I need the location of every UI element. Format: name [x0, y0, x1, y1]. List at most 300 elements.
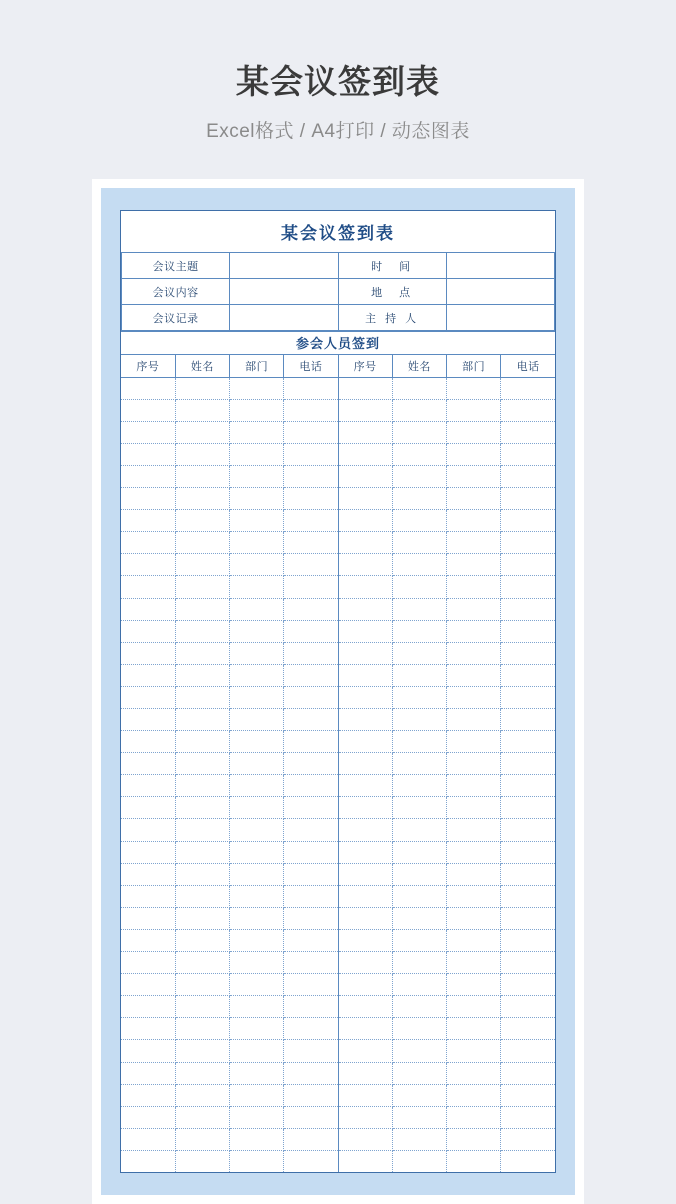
- signin-cell[interactable]: [230, 399, 284, 421]
- signin-cell[interactable]: [175, 753, 229, 775]
- signin-cell[interactable]: [501, 1040, 555, 1062]
- signin-cell[interactable]: [392, 510, 446, 532]
- signin-cell[interactable]: [338, 377, 392, 399]
- signin-cell[interactable]: [392, 819, 446, 841]
- signin-cell[interactable]: [175, 929, 229, 951]
- signin-cell[interactable]: [284, 399, 338, 421]
- signin-cell[interactable]: [175, 1062, 229, 1084]
- signin-cell[interactable]: [338, 642, 392, 664]
- signin-cell[interactable]: [121, 421, 175, 443]
- signin-cell[interactable]: [121, 974, 175, 996]
- signin-cell[interactable]: [284, 974, 338, 996]
- signin-cell[interactable]: [501, 532, 555, 554]
- signin-cell[interactable]: [447, 1018, 501, 1040]
- signin-cell[interactable]: [175, 465, 229, 487]
- signin-cell[interactable]: [175, 1106, 229, 1128]
- signin-cell[interactable]: [447, 952, 501, 974]
- signin-cell[interactable]: [501, 885, 555, 907]
- signin-cell[interactable]: [284, 1150, 338, 1172]
- signin-cell[interactable]: [121, 996, 175, 1018]
- signin-cell[interactable]: [501, 863, 555, 885]
- signin-cell[interactable]: [338, 465, 392, 487]
- signin-cell[interactable]: [284, 731, 338, 753]
- signin-cell[interactable]: [501, 974, 555, 996]
- signin-cell[interactable]: [447, 664, 501, 686]
- signin-cell[interactable]: [392, 863, 446, 885]
- signin-cell[interactable]: [284, 421, 338, 443]
- signin-cell[interactable]: [338, 863, 392, 885]
- signin-cell[interactable]: [230, 929, 284, 951]
- signin-cell[interactable]: [284, 907, 338, 929]
- signin-cell[interactable]: [392, 1062, 446, 1084]
- meeting-topic-value[interactable]: [230, 253, 338, 279]
- signin-cell[interactable]: [501, 443, 555, 465]
- signin-cell[interactable]: [338, 929, 392, 951]
- signin-cell[interactable]: [392, 929, 446, 951]
- signin-cell[interactable]: [392, 377, 446, 399]
- signin-cell[interactable]: [121, 377, 175, 399]
- signin-cell[interactable]: [392, 686, 446, 708]
- signin-cell[interactable]: [501, 1084, 555, 1106]
- signin-cell[interactable]: [338, 620, 392, 642]
- signin-cell[interactable]: [175, 576, 229, 598]
- signin-cell[interactable]: [447, 1062, 501, 1084]
- signin-cell[interactable]: [175, 664, 229, 686]
- signin-cell[interactable]: [175, 974, 229, 996]
- signin-cell[interactable]: [284, 488, 338, 510]
- signin-cell[interactable]: [121, 620, 175, 642]
- signin-cell[interactable]: [175, 510, 229, 532]
- signin-cell[interactable]: [175, 797, 229, 819]
- signin-cell[interactable]: [447, 598, 501, 620]
- signin-cell[interactable]: [121, 443, 175, 465]
- signin-cell[interactable]: [284, 952, 338, 974]
- signin-cell[interactable]: [501, 421, 555, 443]
- signin-cell[interactable]: [284, 819, 338, 841]
- signin-cell[interactable]: [447, 1106, 501, 1128]
- signin-cell[interactable]: [392, 974, 446, 996]
- signin-cell[interactable]: [121, 686, 175, 708]
- signin-cell[interactable]: [175, 709, 229, 731]
- signin-cell[interactable]: [175, 1128, 229, 1150]
- signin-cell[interactable]: [501, 465, 555, 487]
- signin-cell[interactable]: [501, 952, 555, 974]
- signin-cell[interactable]: [121, 532, 175, 554]
- signin-cell[interactable]: [175, 1040, 229, 1062]
- signin-cell[interactable]: [392, 907, 446, 929]
- signin-cell[interactable]: [392, 1040, 446, 1062]
- meeting-time-value[interactable]: [446, 253, 554, 279]
- signin-cell[interactable]: [121, 709, 175, 731]
- signin-cell[interactable]: [230, 598, 284, 620]
- signin-cell[interactable]: [447, 863, 501, 885]
- signin-cell[interactable]: [284, 753, 338, 775]
- signin-cell[interactable]: [284, 709, 338, 731]
- signin-cell[interactable]: [392, 664, 446, 686]
- signin-cell[interactable]: [230, 863, 284, 885]
- signin-cell[interactable]: [392, 709, 446, 731]
- signin-cell[interactable]: [284, 775, 338, 797]
- signin-cell[interactable]: [392, 642, 446, 664]
- signin-cell[interactable]: [175, 996, 229, 1018]
- signin-cell[interactable]: [338, 598, 392, 620]
- signin-cell[interactable]: [230, 1018, 284, 1040]
- signin-cell[interactable]: [121, 1150, 175, 1172]
- signin-cell[interactable]: [230, 841, 284, 863]
- signin-cell[interactable]: [447, 377, 501, 399]
- signin-cell[interactable]: [284, 797, 338, 819]
- signin-cell[interactable]: [175, 421, 229, 443]
- table-row: [121, 974, 555, 996]
- signin-cell[interactable]: [230, 753, 284, 775]
- signin-cell[interactable]: [501, 907, 555, 929]
- signin-cell[interactable]: [447, 421, 501, 443]
- signin-cell[interactable]: [121, 885, 175, 907]
- signin-cell[interactable]: [447, 576, 501, 598]
- signin-cell[interactable]: [121, 929, 175, 951]
- signin-cell[interactable]: [392, 775, 446, 797]
- signin-cell[interactable]: [284, 841, 338, 863]
- signin-cell[interactable]: [392, 465, 446, 487]
- signin-cell[interactable]: [175, 554, 229, 576]
- signin-cell[interactable]: [284, 510, 338, 532]
- signin-cell[interactable]: [447, 996, 501, 1018]
- signin-cell[interactable]: [230, 1150, 284, 1172]
- signin-cell[interactable]: [447, 929, 501, 951]
- signin-cell[interactable]: [447, 686, 501, 708]
- signin-cell[interactable]: [501, 841, 555, 863]
- signin-cell[interactable]: [121, 863, 175, 885]
- signin-cell[interactable]: [284, 1084, 338, 1106]
- signin-cell[interactable]: [175, 952, 229, 974]
- signin-cell[interactable]: [284, 996, 338, 1018]
- signin-cell[interactable]: [284, 598, 338, 620]
- signin-cell[interactable]: [447, 1040, 501, 1062]
- signin-cell[interactable]: [447, 775, 501, 797]
- signin-cell[interactable]: [338, 996, 392, 1018]
- signin-cell[interactable]: [447, 642, 501, 664]
- table-row: [121, 642, 555, 664]
- signin-cell[interactable]: [230, 885, 284, 907]
- signin-cell[interactable]: [338, 1062, 392, 1084]
- signin-cell[interactable]: [284, 532, 338, 554]
- signin-cell[interactable]: [121, 510, 175, 532]
- signin-cell[interactable]: [284, 664, 338, 686]
- signin-cell[interactable]: [447, 731, 501, 753]
- signin-cell[interactable]: [501, 1106, 555, 1128]
- signin-cell[interactable]: [121, 1062, 175, 1084]
- table-row: [122, 305, 555, 331]
- signin-cell[interactable]: [121, 488, 175, 510]
- signin-cell[interactable]: [230, 731, 284, 753]
- signin-cell[interactable]: [284, 620, 338, 642]
- signin-cell[interactable]: [121, 731, 175, 753]
- signin-cell[interactable]: [121, 819, 175, 841]
- signin-cell[interactable]: [230, 465, 284, 487]
- signin-cell[interactable]: [284, 377, 338, 399]
- signin-cell[interactable]: [447, 399, 501, 421]
- signin-cell[interactable]: [338, 576, 392, 598]
- signin-cell[interactable]: [230, 421, 284, 443]
- signin-cell[interactable]: [284, 443, 338, 465]
- signin-cell[interactable]: [392, 797, 446, 819]
- signin-cell[interactable]: [284, 465, 338, 487]
- signin-cell[interactable]: [284, 642, 338, 664]
- signin-cell[interactable]: [338, 510, 392, 532]
- signin-cell[interactable]: [501, 819, 555, 841]
- signin-cell[interactable]: [230, 532, 284, 554]
- meeting-recorder-value[interactable]: [230, 305, 338, 331]
- signin-cell[interactable]: [338, 974, 392, 996]
- signin-cell[interactable]: [284, 576, 338, 598]
- signin-cell[interactable]: [230, 554, 284, 576]
- signin-cell[interactable]: [447, 753, 501, 775]
- signin-cell[interactable]: [501, 996, 555, 1018]
- signin-cell[interactable]: [338, 686, 392, 708]
- column-header-phone-right: 电话: [501, 355, 555, 377]
- signin-cell[interactable]: [175, 532, 229, 554]
- signin-cell[interactable]: [501, 598, 555, 620]
- signin-cell[interactable]: [284, 1018, 338, 1040]
- signin-cell[interactable]: [447, 465, 501, 487]
- signin-cell[interactable]: [175, 885, 229, 907]
- signin-cell[interactable]: [392, 753, 446, 775]
- signin-cell[interactable]: [392, 421, 446, 443]
- signin-cell[interactable]: [392, 885, 446, 907]
- signin-cell[interactable]: [501, 753, 555, 775]
- signin-cell[interactable]: [501, 686, 555, 708]
- signin-cell[interactable]: [175, 841, 229, 863]
- signin-cell[interactable]: [230, 1084, 284, 1106]
- signin-cell[interactable]: [447, 974, 501, 996]
- signin-cell[interactable]: [501, 1150, 555, 1172]
- signin-cell[interactable]: [392, 620, 446, 642]
- signin-cell[interactable]: [501, 1018, 555, 1040]
- signin-cell[interactable]: [230, 996, 284, 1018]
- signin-cell[interactable]: [284, 686, 338, 708]
- signin-cell[interactable]: [447, 907, 501, 929]
- signin-cell[interactable]: [230, 576, 284, 598]
- signin-cell[interactable]: [338, 819, 392, 841]
- signin-cell[interactable]: [121, 554, 175, 576]
- signin-cell[interactable]: [447, 885, 501, 907]
- signin-cell[interactable]: [230, 510, 284, 532]
- signin-cell[interactable]: [284, 863, 338, 885]
- signin-cell[interactable]: [447, 532, 501, 554]
- signin-cell[interactable]: [230, 907, 284, 929]
- signin-cell[interactable]: [392, 488, 446, 510]
- signin-cell[interactable]: [447, 709, 501, 731]
- signin-cell[interactable]: [230, 377, 284, 399]
- signin-cell[interactable]: [392, 1084, 446, 1106]
- signin-cell[interactable]: [392, 554, 446, 576]
- signin-cell[interactable]: [501, 775, 555, 797]
- signin-cell[interactable]: [175, 620, 229, 642]
- signin-cell[interactable]: [230, 1128, 284, 1150]
- signin-cell[interactable]: [175, 686, 229, 708]
- signin-cell[interactable]: [338, 753, 392, 775]
- signin-cell[interactable]: [392, 576, 446, 598]
- signin-cell[interactable]: [501, 620, 555, 642]
- signin-cell[interactable]: [447, 841, 501, 863]
- signin-cell[interactable]: [175, 731, 229, 753]
- signin-cell[interactable]: [338, 532, 392, 554]
- signin-cell[interactable]: [121, 907, 175, 929]
- signin-cell[interactable]: [501, 929, 555, 951]
- signin-cell[interactable]: [338, 399, 392, 421]
- signin-cell[interactable]: [501, 488, 555, 510]
- signin-cell[interactable]: [230, 709, 284, 731]
- signin-cell[interactable]: [392, 1128, 446, 1150]
- signin-cell[interactable]: [501, 642, 555, 664]
- signin-cell[interactable]: [230, 819, 284, 841]
- signin-cell[interactable]: [501, 377, 555, 399]
- meeting-place-value[interactable]: [446, 279, 554, 305]
- signin-cell[interactable]: [230, 797, 284, 819]
- signin-cell[interactable]: [501, 664, 555, 686]
- signin-cell[interactable]: [501, 576, 555, 598]
- signin-cell[interactable]: [338, 709, 392, 731]
- signin-cell[interactable]: [175, 443, 229, 465]
- signin-cell[interactable]: [338, 907, 392, 929]
- signin-cell[interactable]: [447, 797, 501, 819]
- signin-cell[interactable]: [121, 775, 175, 797]
- signin-cell[interactable]: [447, 554, 501, 576]
- signin-cell[interactable]: [175, 863, 229, 885]
- signin-cell[interactable]: [230, 664, 284, 686]
- signin-cell[interactable]: [230, 1040, 284, 1062]
- signin-cell[interactable]: [501, 731, 555, 753]
- signin-cell[interactable]: [501, 797, 555, 819]
- signin-cell[interactable]: [501, 554, 555, 576]
- signin-cell[interactable]: [392, 1150, 446, 1172]
- signin-cell[interactable]: [121, 576, 175, 598]
- signin-cell[interactable]: [121, 841, 175, 863]
- signin-cell[interactable]: [121, 1128, 175, 1150]
- signin-cell[interactable]: [175, 775, 229, 797]
- signin-cell[interactable]: [175, 1150, 229, 1172]
- signin-cell[interactable]: [230, 775, 284, 797]
- signin-cell[interactable]: [284, 554, 338, 576]
- signin-cell[interactable]: [392, 598, 446, 620]
- signin-cell[interactable]: [121, 465, 175, 487]
- signin-cell[interactable]: [121, 1084, 175, 1106]
- signin-cell[interactable]: [447, 1084, 501, 1106]
- signin-cell[interactable]: [338, 443, 392, 465]
- signin-cell[interactable]: [338, 952, 392, 974]
- signin-cell[interactable]: [230, 952, 284, 974]
- signin-cell[interactable]: [338, 1084, 392, 1106]
- signin-cell[interactable]: [121, 598, 175, 620]
- signin-cell[interactable]: [230, 1062, 284, 1084]
- signin-cell[interactable]: [175, 1084, 229, 1106]
- signin-cell[interactable]: [121, 1040, 175, 1062]
- signin-cell[interactable]: [284, 1128, 338, 1150]
- signin-cell[interactable]: [230, 686, 284, 708]
- signin-cell[interactable]: [501, 510, 555, 532]
- signin-cell[interactable]: [501, 1128, 555, 1150]
- signin-cell[interactable]: [392, 1018, 446, 1040]
- signin-cell[interactable]: [447, 1128, 501, 1150]
- signin-cell[interactable]: [230, 488, 284, 510]
- signin-cell[interactable]: [447, 1150, 501, 1172]
- signin-cell[interactable]: [392, 399, 446, 421]
- signin-cell[interactable]: [121, 1018, 175, 1040]
- signin-cell[interactable]: [338, 1040, 392, 1062]
- signin-cell[interactable]: [501, 1062, 555, 1084]
- signin-cell[interactable]: [284, 885, 338, 907]
- signin-cell[interactable]: [121, 642, 175, 664]
- signin-cell[interactable]: [392, 731, 446, 753]
- signin-cell[interactable]: [175, 642, 229, 664]
- signin-cell[interactable]: [230, 1106, 284, 1128]
- table-row: [121, 1040, 555, 1062]
- signin-cell[interactable]: [392, 532, 446, 554]
- signin-cell[interactable]: [338, 797, 392, 819]
- signin-cell[interactable]: [175, 1018, 229, 1040]
- signin-cell[interactable]: [121, 952, 175, 974]
- signin-cell[interactable]: [121, 399, 175, 421]
- signin-cell[interactable]: [392, 996, 446, 1018]
- meeting-content-value[interactable]: [230, 279, 338, 305]
- signin-cell[interactable]: [338, 488, 392, 510]
- signin-cell[interactable]: [392, 443, 446, 465]
- signin-cell[interactable]: [447, 488, 501, 510]
- signin-cell[interactable]: [338, 664, 392, 686]
- signin-cell[interactable]: [230, 443, 284, 465]
- signin-cell[interactable]: [447, 819, 501, 841]
- signin-cell[interactable]: [284, 1062, 338, 1084]
- signin-cell[interactable]: [392, 841, 446, 863]
- signin-cell[interactable]: [338, 841, 392, 863]
- signin-cell[interactable]: [338, 1128, 392, 1150]
- signin-cell[interactable]: [447, 510, 501, 532]
- table-row: [121, 532, 555, 554]
- signin-cell[interactable]: [501, 399, 555, 421]
- signin-cell[interactable]: [447, 443, 501, 465]
- signin-cell[interactable]: [175, 399, 229, 421]
- meeting-host-value[interactable]: [446, 305, 554, 331]
- signin-cell[interactable]: [175, 598, 229, 620]
- signin-cell[interactable]: [230, 974, 284, 996]
- signin-cell[interactable]: [230, 620, 284, 642]
- signin-cell[interactable]: [121, 797, 175, 819]
- signin-cell[interactable]: [284, 929, 338, 951]
- signin-cell[interactable]: [175, 819, 229, 841]
- signin-cell[interactable]: [338, 731, 392, 753]
- signin-cell[interactable]: [338, 1018, 392, 1040]
- signin-cell[interactable]: [175, 377, 229, 399]
- signin-cell[interactable]: [284, 1106, 338, 1128]
- signin-cell[interactable]: [338, 421, 392, 443]
- signin-cell[interactable]: [501, 709, 555, 731]
- signin-cell[interactable]: [121, 1106, 175, 1128]
- signin-cell[interactable]: [338, 885, 392, 907]
- signin-cell[interactable]: [447, 620, 501, 642]
- signin-cell[interactable]: [338, 1150, 392, 1172]
- signin-cell[interactable]: [338, 1106, 392, 1128]
- signin-cell[interactable]: [338, 775, 392, 797]
- signin-cell[interactable]: [121, 664, 175, 686]
- signin-cell[interactable]: [175, 907, 229, 929]
- signin-cell[interactable]: [121, 753, 175, 775]
- signin-cell[interactable]: [392, 952, 446, 974]
- signin-cell[interactable]: [284, 1040, 338, 1062]
- signin-cell[interactable]: [230, 642, 284, 664]
- signin-cell[interactable]: [338, 554, 392, 576]
- signin-cell[interactable]: [392, 1106, 446, 1128]
- signin-cell[interactable]: [175, 488, 229, 510]
